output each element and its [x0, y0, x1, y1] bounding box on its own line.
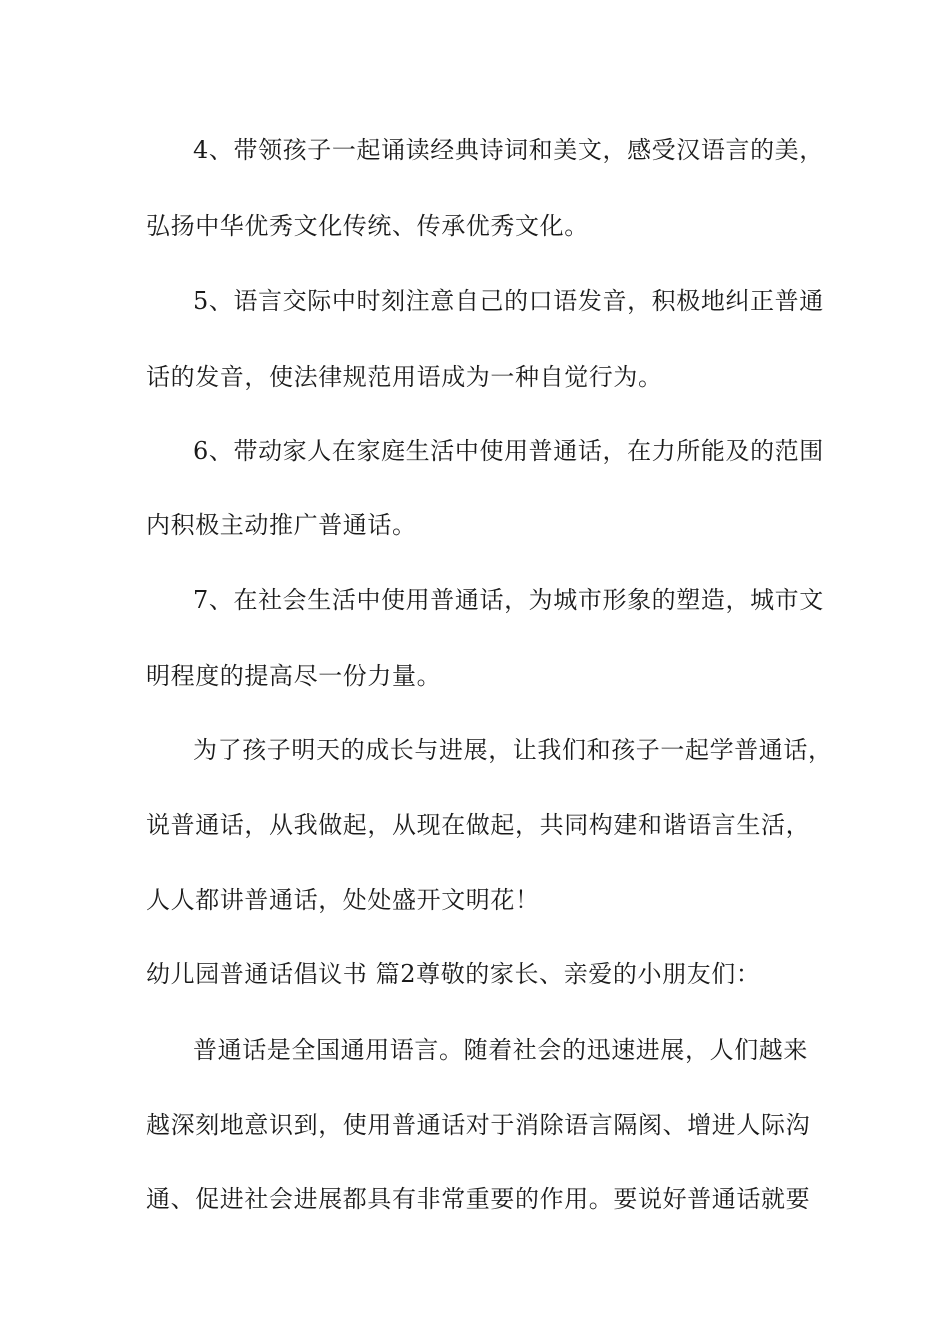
- paragraph-line: 4、带领孩子一起诵读经典诗词和美文，感受汉语言的美，: [193, 136, 824, 164]
- paragraph-line: 内积极主动推广普通话。: [146, 511, 417, 539]
- paragraph-line: 明程度的提高尽一份力量。: [146, 662, 442, 690]
- paragraph-line: 普通话是全国通用语言。随着社会的迅速进展，人们越来: [193, 1036, 808, 1064]
- paragraph-line: 说普通话，从我做起，从现在做起，共同构建和谐语言生活，: [146, 811, 811, 839]
- paragraph-line: 6、带动家人在家庭生活中使用普通话，在力所能及的范围: [193, 437, 824, 465]
- paragraph-line: 5、语言交际中时刻注意自己的口语发音，积极地纠正普通: [193, 287, 824, 315]
- paragraph-line: 7、在社会生活中使用普通话，为城市形象的塑造，城市文: [193, 586, 824, 614]
- paragraph-line: 越深刻地意识到，使用普通话对于消除语言隔阂、增进人际沟: [146, 1111, 811, 1139]
- paragraph-line: 话的发音，使法律规范用语成为一种自觉行为。: [146, 363, 663, 391]
- paragraph-line: 人人都讲普通话，处处盛开文明花！: [146, 886, 540, 914]
- paragraph-line: 弘扬中华优秀文化传统、传承优秀文化。: [146, 212, 589, 240]
- section-heading-line: 幼儿园普通话倡议书 篇2尊敬的家长、亲爱的小朋友们：: [146, 960, 761, 988]
- paragraph-line: 通、促进社会进展都具有非常重要的作用。要说好普通话就要: [146, 1185, 811, 1213]
- paragraph-line: 为了孩子明天的成长与进展，让我们和孩子一起学普通话，: [193, 736, 833, 764]
